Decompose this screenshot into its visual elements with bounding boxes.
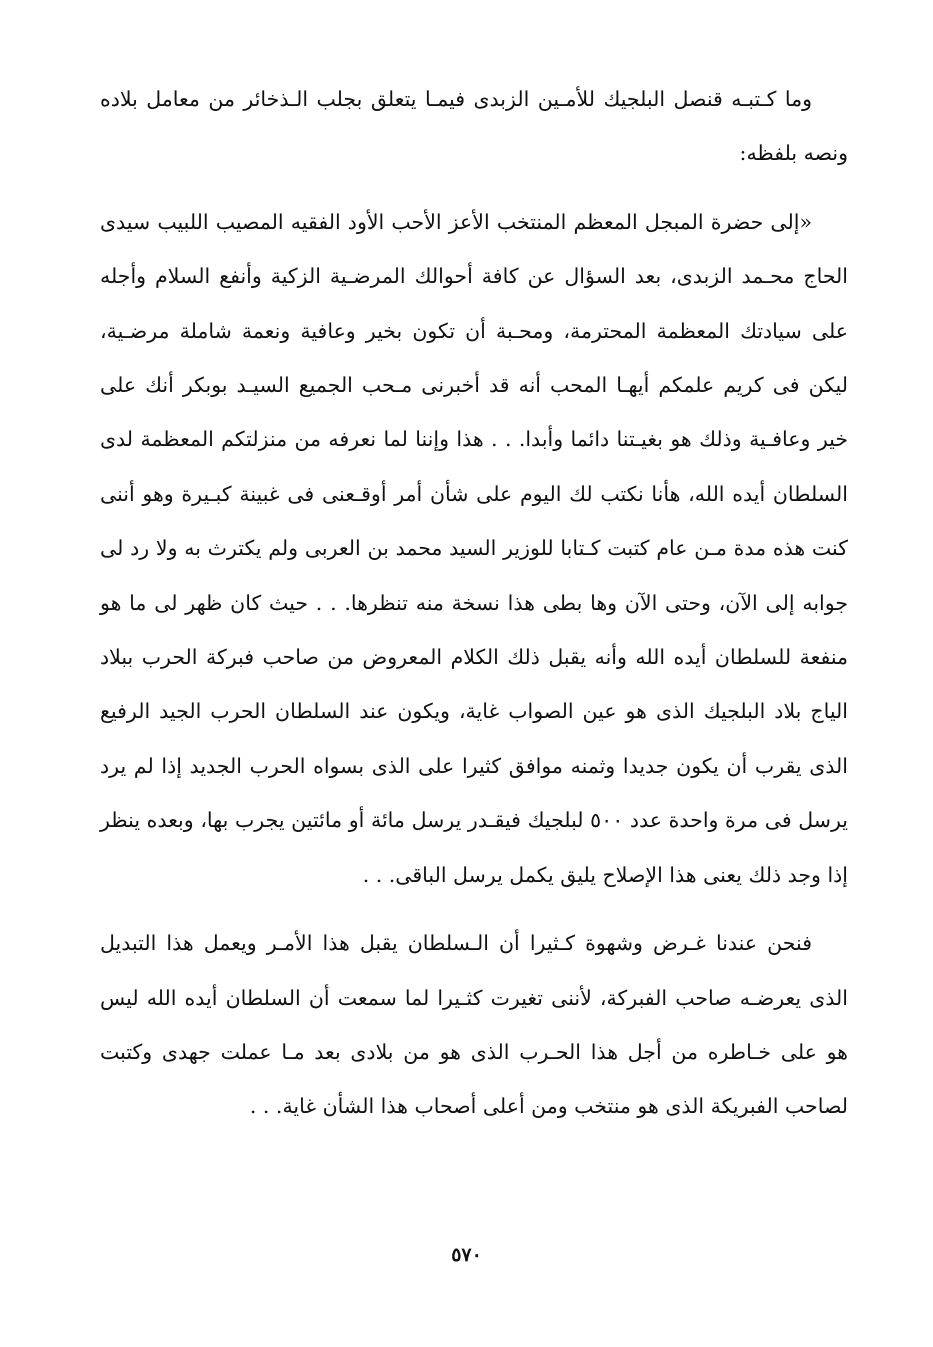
intro-paragraph: وما كـتبـه قنصل البلجيك للأمـين الزبدى فيمـا يتعلق بجلب الـذخائر من معامل بلاده ونصه بلفظه: xyxy=(100,87,848,166)
closing-paragraph: فنحن عندنا غـرض وشهوة كـثيرا أن الـسلطان يقبل هذا الأمـر ويعمل هذا التبديل الذى يعرضـه صاحب الفبركة، لأننى تغيرت كثـيرا لما سمعت أن السلطان أيده الله ليس هو على خـاطره من أجل هذا الحـرب الذى هو من بلادى بعد مـا عملت جهدى وكتبت لصاحب الفبريكة الذى هو منتخب ومن أعلى أصحاب هذا الشأن غاية. . . xyxy=(100,931,848,1119)
document-page xyxy=(100,72,848,1134)
page-number: ٥٧٠ xyxy=(451,1244,482,1266)
letter-paragraph: «إلى حضرة المبجل المعظم المنتخب الأعز الأحب الأود الفقيه المصيب اللبيب سيدى الحاج محـمد الزبدى، بعد السؤال عن كافة أحوالك المرضـية الزكية وأنفع السلام وأجله على سيادتك المعظمة المحترمة، ومحـبة أن تكون بخير وعافية ونعمة شاملة مرضـية، ليكن فى كريم علمكم أيهـا المحب أنه قد أخبرنى مـحب الجميع السيـد بوبكر أنك على خير وعافـية وذلك هو بغيـتنا دائما وأبدا. . . هذا وإننا لما نعرفه من منزلتكم المعظمة لدى السلطان أيده الله، هأنا نكتب لك اليوم على شأن أمر أوقـعنى فى غبينة كبـيرة وهو أننى كنت هذه مدة مـن عام كتبت كـتابا للوزير السيد محمد بن العربى ولم يكترث به ولا رد لى جوابه إلى الآن، وحتى الآن وها بطى هذا نسخة منه تنظرها. . . حيث كان ظهر لى ما هو منفعة للسلطان أيده الله وأنه يقبل ذلك الكلام المعروض من صاحب فبركة الحرب ببلاد الياج بلاد البلجيك الذى هو عين الصواب غاية، ويكون عند السلطان الحرب الجيد الرفيع الذى يقرب أن يكون جديدا وثمنه موافق كثيرا على الذى بسواه الحرب الجديد إذا لم يرد يرسل فى مرة واحدة عدد ٥٠٠ لبلجيك فيقـدر يرسل مائة أو مائتين يجرب بها، وبعده ينظر إذا وجد ذلك يعنى هذا الإصلاح يليق يكمل يرسل الباقى. . . xyxy=(100,209,848,887)
